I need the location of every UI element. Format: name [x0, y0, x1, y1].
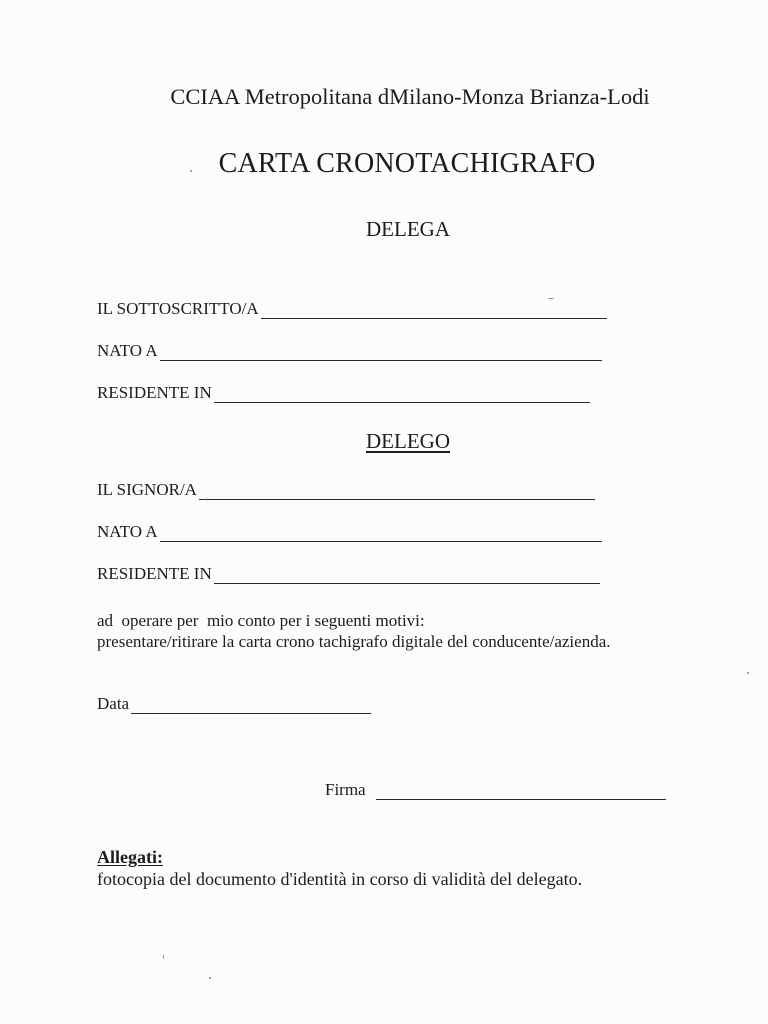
- date-field[interactable]: [97, 694, 371, 714]
- delegator-birthplace-line[interactable]: [160, 346, 602, 361]
- delegator-name-label: IL SOTTOSCRITTO/A: [97, 299, 259, 318]
- signature-line[interactable]: [376, 785, 666, 800]
- delegator-birthplace-label: NATO A: [97, 341, 158, 360]
- delegator-residence-label: RESIDENTE IN: [97, 383, 212, 402]
- delegate-name-line[interactable]: [199, 485, 595, 500]
- attachments-heading: Allegati:: [97, 847, 163, 867]
- document-subtitle: DELEGA: [366, 217, 450, 241]
- date-line[interactable]: [131, 699, 371, 714]
- attachments-text: fotocopia del documento d'identità in corso di validità del delegato.: [97, 869, 583, 889]
- scan-speck: [190, 170, 192, 172]
- scan-speck: [548, 298, 554, 299]
- delegate-birthplace-field[interactable]: [97, 522, 602, 542]
- delegate-birthplace-line[interactable]: [160, 527, 602, 542]
- delegate-name-field[interactable]: [97, 480, 595, 500]
- delegator-residence-line[interactable]: [214, 388, 590, 403]
- delegator-name-line[interactable]: [261, 304, 607, 319]
- delegate-residence-field[interactable]: [97, 564, 600, 584]
- signature-label: Firma: [325, 780, 366, 799]
- purpose-line-2: presentare/ritirare la carta crono tachigrafo digitale del conducente/azienda.: [97, 632, 611, 651]
- delegate-birthplace-label: NATO A: [97, 522, 158, 541]
- delego-heading: DELEGO: [366, 429, 450, 453]
- signature-field[interactable]: [325, 780, 666, 800]
- scan-speck: [207, 498, 208, 501]
- delegator-residence-field[interactable]: [97, 383, 590, 403]
- delegator-name-field[interactable]: [97, 299, 607, 319]
- scan-speck: [163, 955, 164, 959]
- scan-speck: [209, 977, 211, 979]
- purpose-line-1: ad operare per mio conto per i seguenti motivi:: [97, 611, 425, 630]
- delegate-name-label: IL SIGNOR/A: [97, 480, 197, 499]
- delegator-birthplace-field[interactable]: [97, 341, 602, 361]
- organization-header: CCIAA Metropolitana dMilano-Monza Brianza-Lodi: [170, 84, 650, 109]
- delegate-residence-line[interactable]: [214, 569, 600, 584]
- delegate-residence-label: RESIDENTE IN: [97, 564, 212, 583]
- scan-speck: [747, 672, 749, 674]
- document-title: CARTA CRONOTACHIGRAFO: [218, 148, 596, 179]
- date-label: Data: [97, 694, 130, 713]
